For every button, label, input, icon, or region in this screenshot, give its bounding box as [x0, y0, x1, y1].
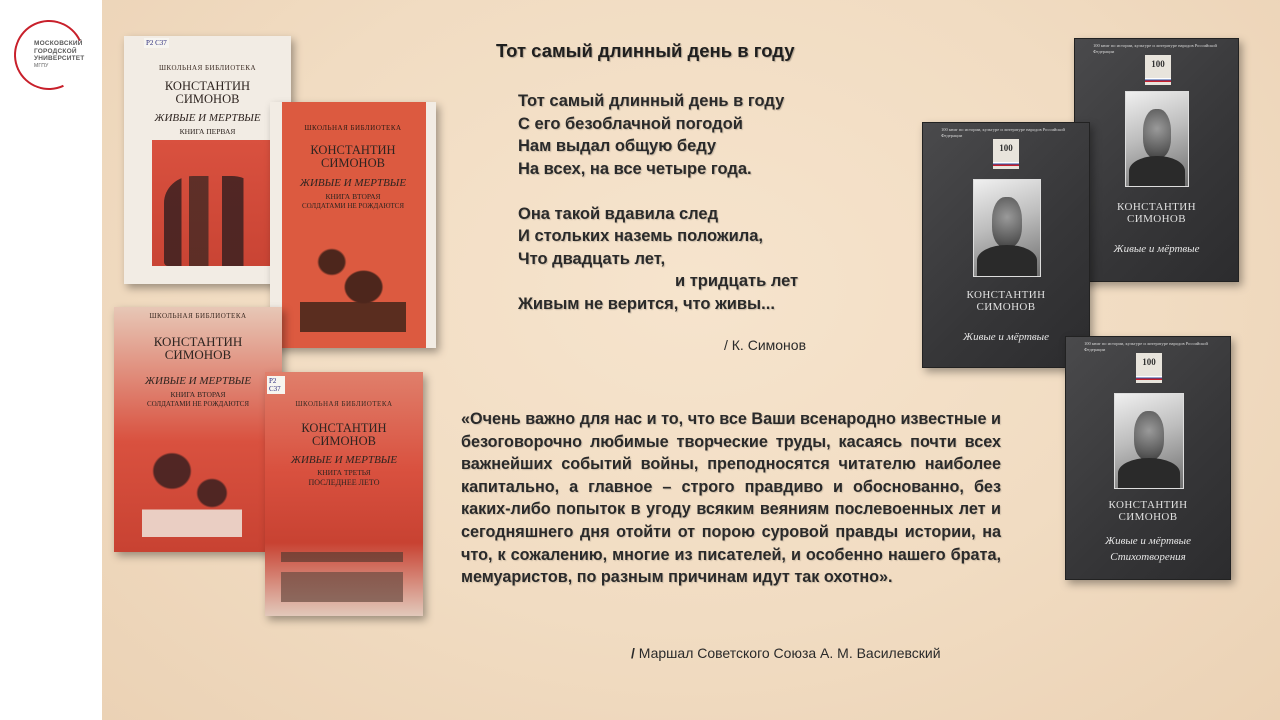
author-portrait [973, 179, 1041, 277]
poem-author: / К. Симонов [724, 337, 807, 353]
logo-text: МОСКОВСКИЙ ГОРОДСКОЙ УНИВЕРСИТЕТ МГПУ [34, 40, 85, 69]
cover-figures [164, 176, 261, 266]
cover-figures [281, 502, 403, 602]
left-strip [0, 0, 102, 720]
book-cover-1: Р2 С37 ШКОЛЬНАЯ БИБЛИОТЕКА КОНСТАНТИН СИМОНОВ ЖИВЫЕ И МЕРТВЫЕ КНИГА ПЕРВАЯ [124, 36, 291, 284]
book-cover-5: 100 книг по истории, культуре и литературе народов Российской Федерации 100 КОНСТАНТИН СИМОНОВ Живые и мёртвые [1074, 38, 1239, 282]
book-cover-2: ШКОЛЬНАЯ БИБЛИОТЕКА КОНСТАНТИН СИМОНОВ ЖИВЫЕ И МЕРТВЫЕ КНИГА ВТОРАЯ СОЛДАТАМИ НЕ РОЖДАЮТСЯ [270, 102, 436, 348]
author-portrait [1125, 91, 1189, 187]
library-stamp: Р2 С37 [146, 39, 167, 47]
book-cover-6: 100 книг по истории, культуре и литературе народов Российской Федерации 100 КОНСТАНТИН СИМОНОВ Живые и мёртвые [922, 122, 1090, 368]
badge-100: 100 [1136, 353, 1162, 383]
cover-figures [300, 232, 406, 332]
quote-text: «Очень важно для нас и то, что все Ваши всенародно известные и безоговорочно любимые творческие труды, касаясь почти всех важнейших событий войны, преподносятся читателю наиболее капитально, а главное – строго правдиво и обоснованно, без каких-либо попыток в угоду всяким веяниям послевоенных лет и сегодняшнего дня отойти от порою суровой правды истории, на что, к сожалению, многие из писателей, и особенно нашего брата, мемуаристов, по разным причинам идут так охотно». [461, 410, 1001, 587]
author-portrait [1114, 393, 1184, 489]
cover-figures [142, 427, 242, 537]
book-cover-3: ШКОЛЬНАЯ БИБЛИОТЕКА КОНСТАНТИН СИМОНОВ ЖИВЫЕ И МЕРТВЫЕ КНИГА ВТОРАЯ СОЛДАТАМИ НЕ РОЖДАЮТСЯ [114, 307, 282, 552]
quote-author: / Маршал Советского Союза А. М. Василевский [631, 645, 941, 661]
book-cover-4: Р2 С37 ШКОЛЬНАЯ БИБЛИОТЕКА КОНСТАНТИН СИМОНОВ ЖИВЫЕ И МЕРТВЫЕ КНИГА ТРЕТЬЯ ПОСЛЕДНЕЕ ЛЕТО [265, 372, 423, 616]
badge-100: 100 [1145, 55, 1171, 85]
book-cover-7: 100 книг по истории, культуре и литературе народов Российской Федерации 100 КОНСТАНТИН СИМОНОВ Живые и мёртвые Стихотворения [1065, 336, 1231, 580]
poem-text: Тот самый длинный день в году С его безоблачной погодой Нам выдал общую беду На всех, на все четыре года. Она такой вдавила след И стольких наземь положила, Что двадцать лет, и тридцать лет Живым не верится, что живы... [518, 92, 799, 313]
university-logo [14, 20, 84, 90]
poem-title: Тот самый длинный день в году [496, 40, 795, 61]
badge-100: 100 [993, 139, 1019, 169]
library-stamp: Р2 С37 [267, 376, 285, 394]
